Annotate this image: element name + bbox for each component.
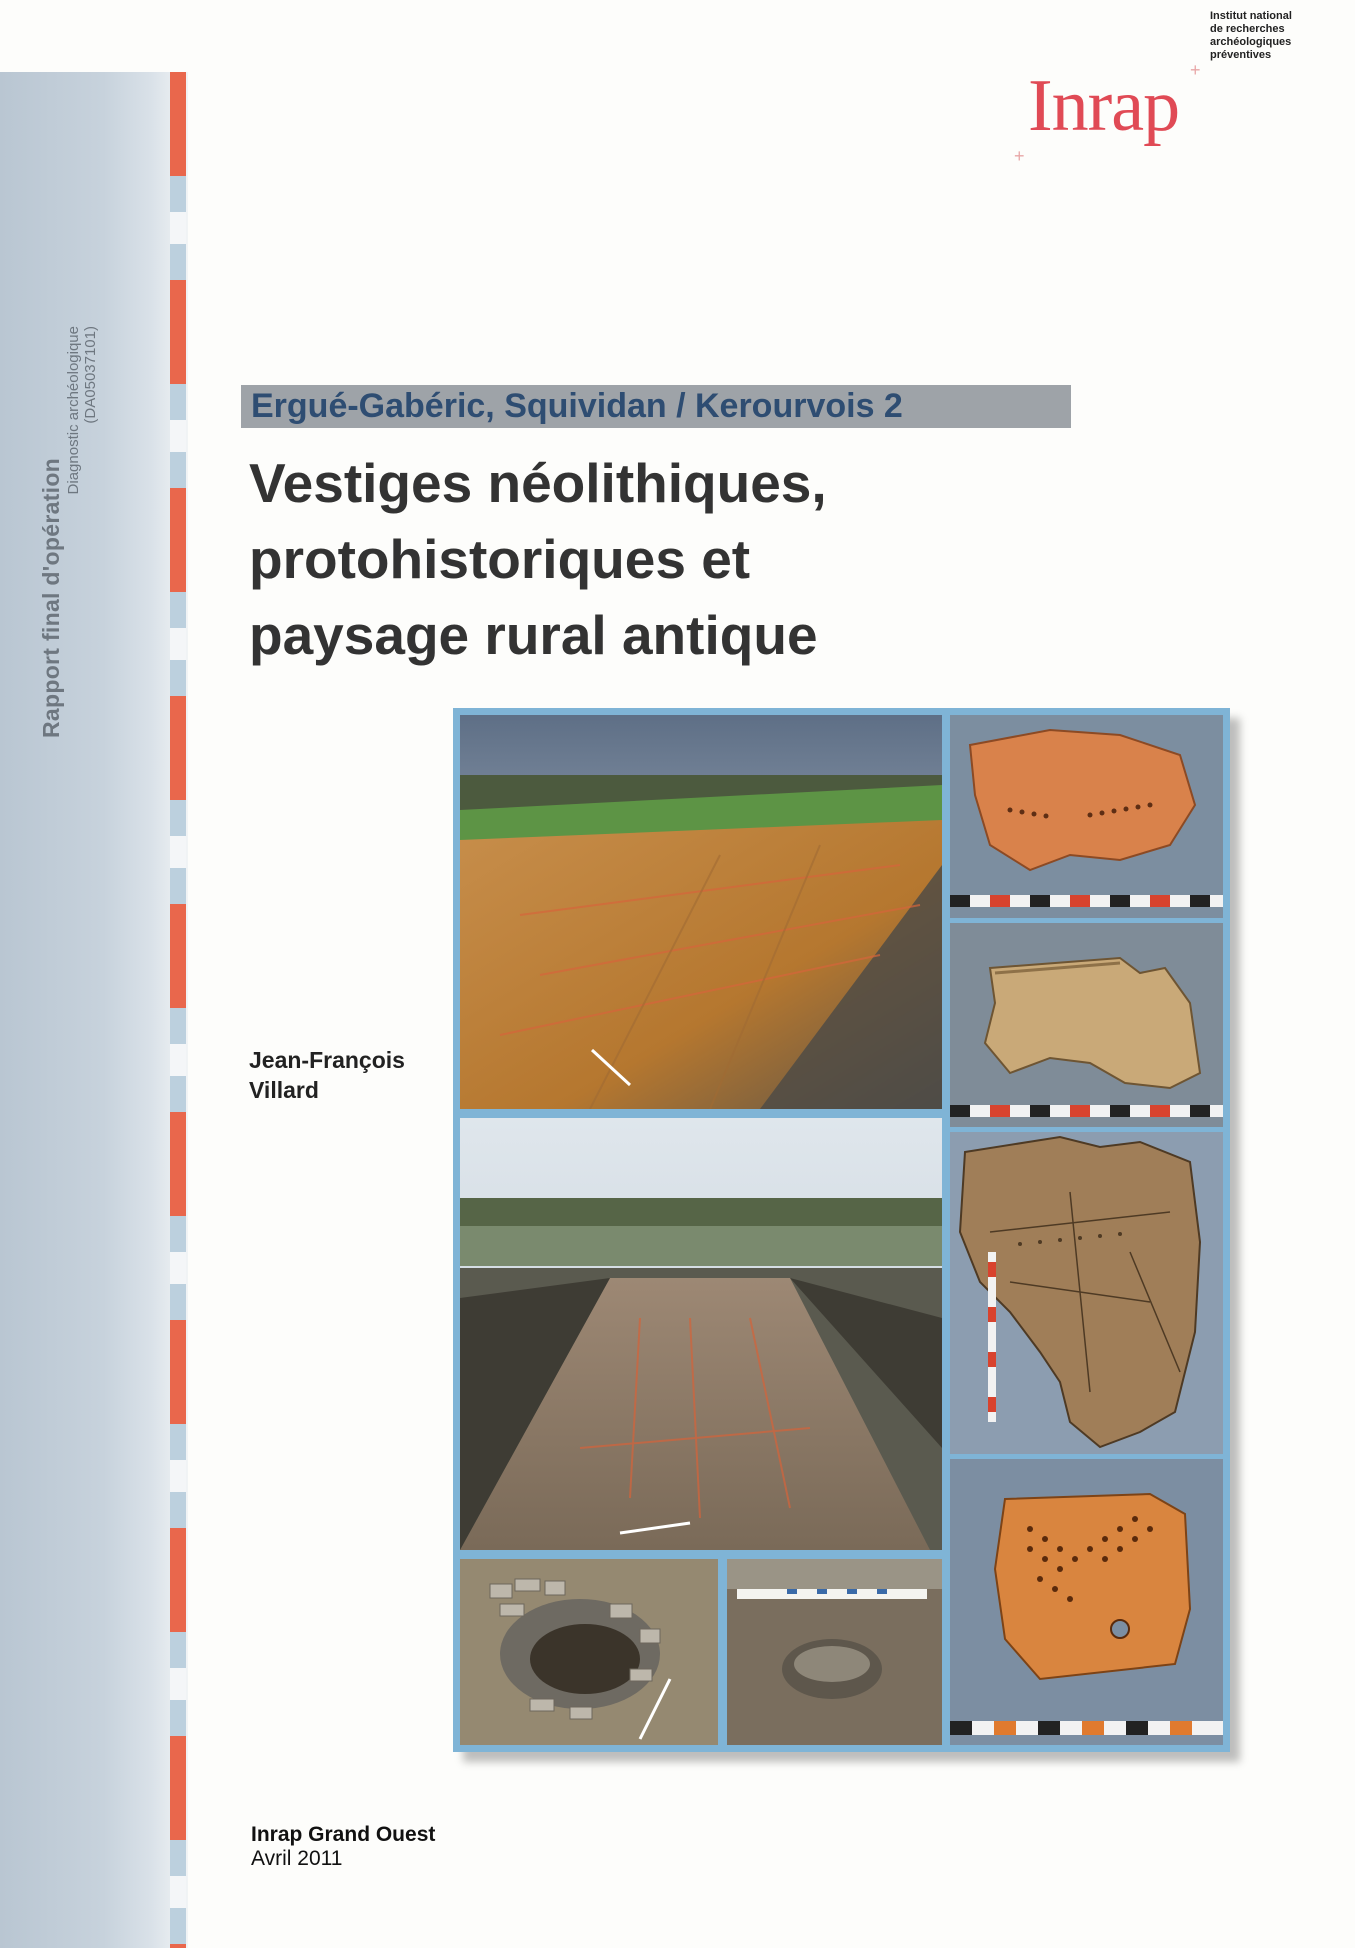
title-line: protohistoriques et <box>249 528 751 590</box>
author-line: Villard <box>249 1077 319 1103</box>
title-line: paysage rural antique <box>249 604 818 666</box>
author <box>249 1045 405 1105</box>
publication-date: Avril 2011 <box>251 1847 343 1870</box>
photo-excavation-trench <box>460 1118 942 1550</box>
institute-line: Institut national <box>1210 10 1292 22</box>
institute-line: archéologiques <box>1210 36 1292 48</box>
institute-line: de recherches <box>1210 23 1285 35</box>
photo-excavation-field <box>460 715 942 1109</box>
spine-report-type: Rapport final d'opération <box>38 457 64 738</box>
publisher-name: Inrap Grand Ouest <box>251 1823 436 1846</box>
photo-pit-with-scale <box>727 1559 942 1745</box>
spine-text <box>38 318 99 738</box>
logo-cross-icon: + <box>1190 60 1201 80</box>
institute-name <box>1210 10 1292 62</box>
photo-pottery-sherd-3 <box>950 1132 1223 1454</box>
logo-cross-icon: + <box>1014 146 1025 166</box>
institute-line: préventives <box>1210 49 1272 61</box>
report-title <box>249 445 1069 673</box>
photo-stone-structure <box>460 1559 718 1745</box>
inrap-logo: Inrap <box>1028 65 1180 147</box>
spine-stripe <box>170 72 186 1948</box>
title-line: Vestiges néolithiques, <box>249 452 827 514</box>
spine-reference: (DA05037101) <box>82 326 99 424</box>
site-name: Ergué-Gabéric, Squividan / Kerourvois 2 <box>241 385 1071 428</box>
photo-pottery-sherd-4 <box>950 1459 1223 1745</box>
photo-pottery-sherd-2 <box>950 923 1223 1127</box>
author-line: Jean-François <box>249 1047 405 1073</box>
publisher-block <box>251 1823 435 1871</box>
photo-pottery-sherd-1 <box>950 715 1223 918</box>
photo-collage <box>453 708 1230 1752</box>
spine-diagnostic: Diagnostic archéologique <box>65 326 82 495</box>
